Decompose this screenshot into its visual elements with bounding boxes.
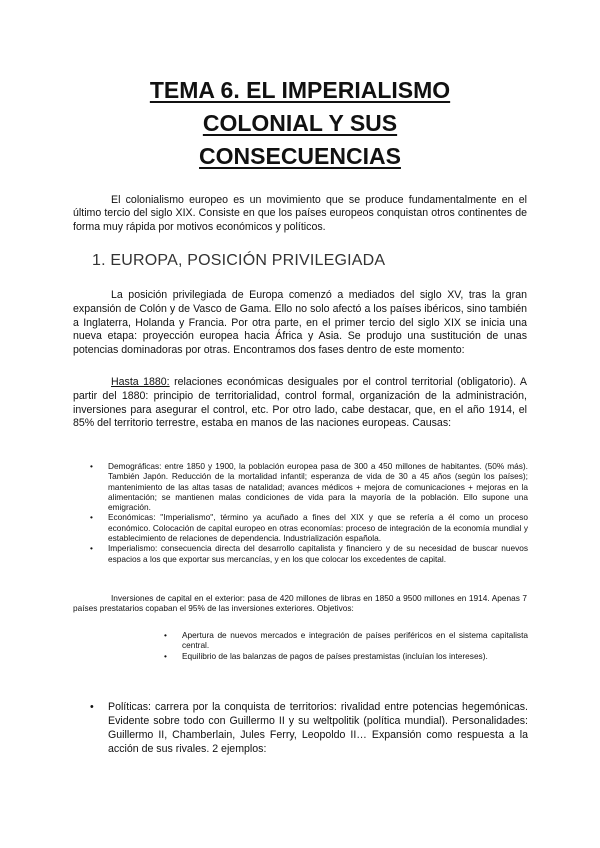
section-heading-1: 1. EUROPA, POSICIÓN PRIVILEGIADA bbox=[92, 252, 386, 269]
title-line-2: COLONIAL Y SUS bbox=[202, 110, 398, 136]
section1-paragraph-2 bbox=[73, 376, 527, 431]
list-item: • Económicas: "Imperialismo", término ya acuñado a fines del XIX y que se refería a él como un proceso económico. Colocación de capital europeo en otras economías: proceso de integración de la economía mundial y establecimiento de relaciones de dependencia. Industrialización española. bbox=[108, 512, 528, 543]
phase-label: Hasta 1880: bbox=[111, 376, 170, 388]
intro-paragraph: El colonialismo europeo es un movimiento que se produce fundamentalmente en el último tercio del siglo XIX. Consiste en que los países europeos conquistan otros continentes de forma muy rápida por motivos económicos y políticos. bbox=[73, 194, 527, 233]
causes-list bbox=[108, 461, 528, 564]
objectives-list bbox=[182, 630, 528, 661]
investment-paragraph: Inversiones de capital en el exterior: pasa de 420 millones de libras en 1850 a 9500 millones en 1914. Apenas 7 países prestatarios copaban el 95% de las inversiones exteriores. Objetivos: bbox=[73, 593, 527, 614]
politics-list bbox=[108, 700, 528, 756]
title-line-1: TEMA 6. EL IMPERIALISMO bbox=[149, 77, 451, 103]
list-item: • Demográficas: entre 1850 y 1900, la población europea pasa de 300 a 450 millones de habitantes. (50% más). También Japón. Reducción de la mortalidad infantil; esperanza de vida de 30 a 45 años (según los países); mantenimiento de las altas tasas de natalidad; avances médicos + mejora de comunicaciones + mejoras en la alimentación; se mantienen malas condiciones de vida para la mayoría de la población. Ello supone una emigración. bbox=[108, 461, 528, 512]
phase-text: relaciones económicas desiguales por el control territorial (obligatorio). A partir del 1880: principio de territorialidad, control formal, organización de la administración, inversiones para asegurar el control, etc. Por otro lado, cabe destacar, que, en el año 1914, el 85% del territorio terrestre, estaba en manos de las naciones europeas. Causas: bbox=[73, 376, 527, 430]
title-line-3: CONSECUENCIAS bbox=[199, 143, 401, 169]
list-item: • Políticas: carrera por la conquista de territorios: rivalidad entre potencias hegemónicas. Evidente sobre todo con Guillermo II y su weltpolitik (política mundial). Personalidades: Guillermo II, Chamberlain, Jules Ferry, Leopoldo II… Expansión como respuesta a la acción de sus rivales. 2 ejemplos: bbox=[108, 700, 528, 756]
list-item: • Equilibrio de las balanzas de pagos de países prestamistas (incluían los intereses). bbox=[182, 651, 528, 661]
document-title bbox=[60, 74, 540, 173]
section1-paragraph-1: La posición privilegiada de Europa comenzó a mediados del siglo XV, tras la gran expansión de Colón y de Vasco de Gama. Ello no solo afectó a los países ibéricos, sino también a Inglaterra, Holanda y Francia. Por otra parte, en el primer tercio del siglo XIX se inicia una nueva etapa: proyección europea hacia África y Asia. Se produjo una sustitución de unas potencias dominadoras por otras. Encontramos dos fases dentro de este momento: bbox=[73, 289, 527, 357]
list-item: • Imperialismo: consecuencia directa del desarrollo capitalista y financiero y de su necesidad de buscar nuevos espacios a los que exportar sus mercancías, y en los que colocar los excedentes de capital. bbox=[108, 543, 528, 564]
list-item: • Apertura de nuevos mercados e integración de países periféricos en el sistema capitalista central. bbox=[182, 630, 528, 651]
